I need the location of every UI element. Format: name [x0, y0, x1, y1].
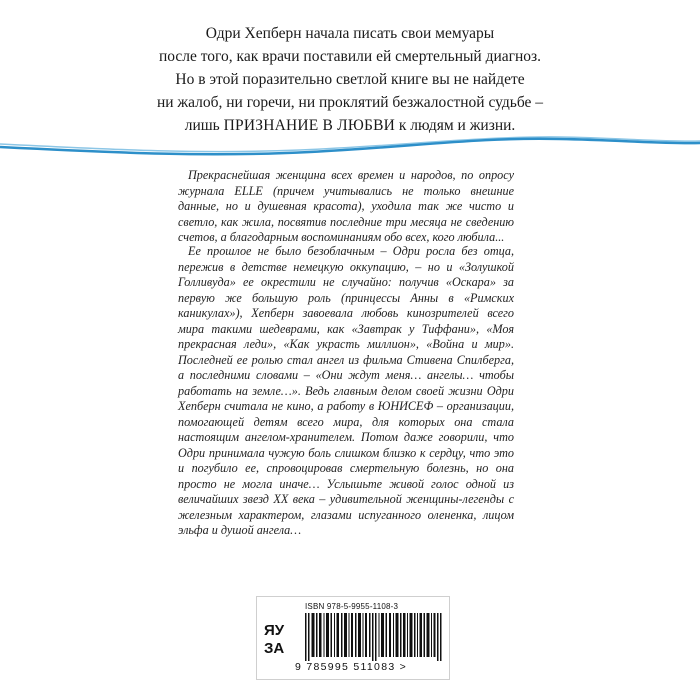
svg-text:ЗА: ЗА: [264, 640, 285, 657]
intro-word: к людям и жизни.: [398, 117, 516, 134]
barcode-number: 9 785995 511083 >: [295, 661, 408, 673]
intro-word: лишь: [184, 117, 220, 134]
wave-line: [0, 139, 700, 155]
paragraph-text: Прекраснейшая женщина всех времен и народов, по опросу журнала ELLE (причем учитывались не только внешние данные, но и душевная красота), уходила так же чисто и светло, как жила, посвятив последние три месяца не сведению счетов, а благодарным воспоминаниям обо всех, кого любила...: [178, 168, 514, 244]
svg-text:ЯУ: ЯУ: [264, 622, 285, 639]
love-declaration: ПРИЗНАНИЕ В ЛЮБВИ: [223, 117, 396, 134]
intro-line: Но в этой поразительно светлой книге вы не найдете: [175, 71, 525, 88]
intro-block: [150, 22, 550, 137]
barcode-icon: [305, 613, 443, 661]
decorative-wave: [0, 128, 700, 158]
publisher-logo: [263, 619, 297, 657]
intro-line: Одри Хепберн начала писать свои мемуары: [205, 25, 495, 42]
paragraph-text: Ее прошлое не было безоблачным – Одри росла без отца, пережив в детстве немецкую оккупацию, – но и «Золушкой Голливуда» ее окрестили не случайно: получив «Оскара» за первую же большую роль (принцессы Анны в «Римских каникулах»), Хепберн завоевала любовь кинозрителей всего мира такими шедеврами, как «Завтрак у Тиффани», «Моя прекрасная леди», «Как украсть миллион», «Война и мир». Последней ее ролью стал ангел из фильма Стивена Спилберга, а последними словами – «Они ждут меня… ангелы… чтобы работать на земле…». Ведь главным делом своей жизни Одри Хепберн считала не кино, а работу в ЮНИСЕФ – организации, помогающей детям всего мира, для которых она стала настоящим ангелом-хранителем. Потом даже говорили, что Одри принимала чужую боль слишком близко к сердцу, что это и погубило ее, спровоцировав смертельную болезнь, но она просто не могла иначе… Услышьте живой голос одной из величайших звезд XX века – удивительной женщины-легенды с железным характером, глазами испуганного олененка, лицом эльфа и душой ангела…: [178, 244, 514, 537]
annotation-paragraph-1: [178, 168, 514, 246]
annotation-paragraph-2: [178, 244, 514, 539]
isbn-text: ISBN 978-5-9955-1108-3: [305, 602, 399, 611]
intro-line: ни жалоб, ни горечи, ни проклятий безжалостной судьбе –: [156, 94, 544, 111]
barcode-box: [256, 596, 450, 680]
intro-line: после того, как врачи поставили ей смертельный диагноз.: [158, 48, 542, 65]
